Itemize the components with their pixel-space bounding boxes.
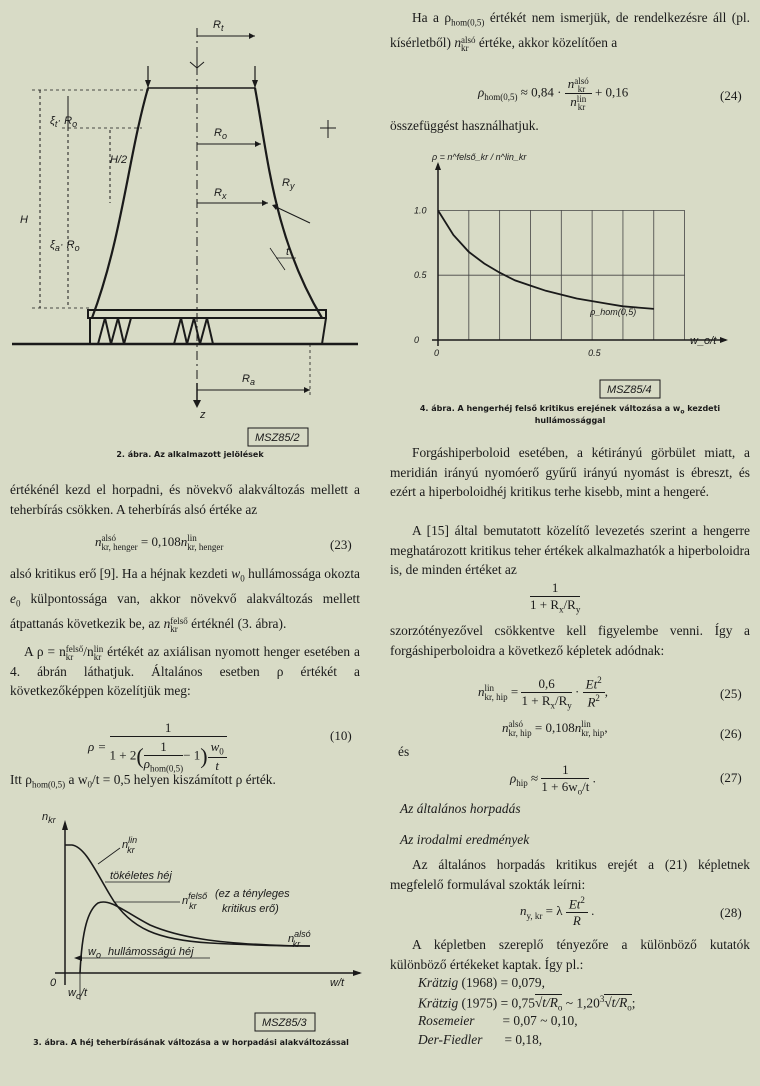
fig3-label-zero: 0 — [50, 977, 57, 989]
fig3-label-tenyl1: (ez a tényleges — [215, 888, 290, 900]
lit-item-1: Krätzig (1968) = 0,079, — [418, 975, 545, 990]
fig4-ytick-label: 0.5 — [414, 270, 427, 281]
equation-27: $\rho_{hip}$ ≈ $\frac{1}{1 + 6w_o/t}$ . — [510, 762, 596, 797]
right-paragraph-4: A [15] által bemutatott közelítő levezetés szerint a hengerre meghatározott kritikus teher értékek alkalmazhatók a hiperboloidra is, de minden értéket az — [390, 523, 750, 577]
fig3-label-w0t: $w_o/t$ — [68, 987, 88, 1001]
fig3-label-hullam: hullámosságú héj — [108, 946, 194, 958]
label-xi-a: $\xi_a\cdot R_o$ — [50, 239, 80, 253]
label-xi-t: $\xi_t\cdot R_o$ — [50, 115, 78, 129]
fig3-label-nkr: $n_{kr}$ — [42, 811, 56, 825]
label-ry: $R_y$ — [282, 177, 295, 191]
figure-3 — [10, 800, 370, 1040]
section-heading-1: Az általános horpadás — [400, 801, 521, 816]
equation-factor: $\frac{1}{1 + R_x/R_y}$ — [530, 580, 581, 615]
fig2-msz-label: MSZ85/2 — [255, 432, 300, 444]
eq26-number: (26) — [720, 726, 742, 741]
eq25-number: (25) — [720, 686, 742, 701]
section-heading-2: Az irodalmi eredmények — [400, 832, 530, 847]
lit-item-4: Der-Fiedler = 0,18, — [418, 1032, 543, 1047]
figure-2-drawing — [10, 8, 370, 463]
fig3-label-tenyl2: kritikus erő) — [222, 903, 279, 915]
fig4-x-axis-label: w_o/t — [690, 335, 717, 347]
eq28-number: (28) — [720, 905, 742, 920]
left-paragraph-4: Itt $\rho_{hom(0,5)}$ a $w_0/t = 0,5$ helyen kiszámított ρ érték. — [10, 772, 276, 790]
eq23-number: (23) — [330, 537, 352, 552]
fig3-label-nfelso: $n^{felső}$ kr — [182, 891, 208, 911]
fig3-label-w0: $w_o$ — [88, 946, 101, 960]
right-paragraph-6: Az általános horpadás kritikus erejét a (21) képletnek megfelelő formulával szokták leírni: — [390, 857, 750, 892]
figure-4-chart — [400, 148, 745, 403]
fig4-grid — [438, 210, 685, 340]
label-h: H — [20, 214, 28, 226]
left-paragraph-2: alsó kritikus erő [9]. Ha a héjnak kezdeti $w_0$ hullámossága okozta $e_0$ külpontossága van, akkor növekvő alakváltozás mellett átpattanás következik be, az n felső kr értéknél (3. ábra). — [10, 566, 360, 635]
fig4-ytick-label: 1.0 — [414, 205, 427, 216]
fig3-label-nlin: $n^{lin}$ kr — [122, 835, 138, 855]
label-t: t — [286, 246, 290, 258]
fig4-y-axis-label: ρ = n^felső_kr / n^lin_kr — [432, 152, 527, 162]
equation-28: $n_{y, kr} = \lambda$ $\frac{Et^2}{R}$ . — [520, 895, 595, 929]
fig3-label-wt: w/t — [330, 977, 345, 989]
left-paragraph-3: A ρ = n felső kr /n lin kr értékét az axiálisan nyomott henger esetében a 4. ábrán láthatjuk. Általános esetben ρ értékét a következőképpen közelítjük meg: — [10, 643, 360, 698]
right-paragraph-3: Forgáshiperboloid esetében, a kétirányú görbület miatt, a meridián irányú nyomóerő gyűrű irányú nyomást is ébreszt, és ezért a hiperboloidhéj kritikus terhe kisebb, mint a hengeré. — [390, 445, 750, 499]
fig3-caption: 3. ábra. A héj teherbírásának változása a w horpadási alakváltozással — [33, 1038, 349, 1047]
right-paragraph-2: összefüggést használhatjuk. — [390, 118, 539, 133]
eq24-number: (24) — [720, 88, 742, 103]
label-rx: $R_x$ — [214, 187, 227, 201]
fig4-series-line — [438, 210, 654, 309]
fig3-msz-label: MSZ85/3 — [262, 1017, 307, 1029]
equation-26: n alsó kr, hip = 0,108n lin kr, hip , — [502, 719, 608, 739]
lit-item-3: Rosemeier = 0,07 ~ 0,10, — [418, 1013, 578, 1028]
fig3-label-tokeletes: tökéletes héj — [110, 870, 172, 882]
eq27-number: (27) — [720, 770, 742, 785]
label-h2: H/2 — [110, 154, 128, 166]
left-paragraph-1: értékénél kezd el horpadni, és növekvő alakváltozás mellett a teherbírás csökken. A teherbírás alsó értéke az — [10, 482, 360, 517]
label-ro: $R_o$ — [214, 127, 227, 141]
figure-2 — [10, 8, 370, 463]
equation-23: n alsó kr, henger = 0,108n lin kr, henger — [95, 533, 224, 553]
fig4-ticks — [414, 205, 602, 358]
right-paragraph-1: Ha a $\rho_{hom(0,5)}$ értékét nem ismerjük, de rendelkezésre áll (pl. kísérletből) n alsó kr értéke, akkor közelítően a — [390, 10, 750, 54]
eq10-number: (10) — [330, 728, 352, 743]
figure-3-drawing — [10, 800, 370, 1040]
fig4-annotation: ρ_hom(0,5) — [590, 307, 637, 318]
label-ra: $R_a$ — [242, 373, 255, 387]
fig2-caption: 2. ábra. Az alkalmazott jelölések — [116, 450, 264, 459]
fig4-xtick-label: 0 — [434, 348, 440, 358]
fig4-xtick-label: 0.5 — [588, 348, 601, 358]
label-rt: $R_t$ — [213, 19, 224, 33]
fig4-x-arrow — [720, 337, 728, 343]
figure-4 — [400, 148, 745, 403]
right-paragraph-5: szorzótényezővel csökkentve kell figyelembe venni. Így a forgáshiperboloidra a következő képletek adódnak: — [390, 623, 750, 658]
lit-item-2: Krätzig $(1975) = 0,75√t/R_o$ ~ $1,20^3√t/R_o$; — [418, 994, 636, 1014]
fig4-y-arrow — [435, 162, 441, 170]
fig4-caption: 4. ábra. A hengerhéj felső kritikus erejének változása a $w_o$ kezdeti hullámossággal — [419, 404, 721, 425]
equation-10: ρ = 1 1 + 2( $\frac{1}{\rho_{hom(0,5)}}$ − 1) $\frac{w_0}{t}$ — [88, 720, 227, 774]
right-es: és — [398, 744, 410, 759]
fig4-ytick-label: 0 — [414, 335, 420, 345]
fig3-label-nalso: $n^{alsó}$ kr — [288, 929, 311, 949]
equation-24: $\rho_{hom(0,5)} \approx 0,84$ · n alsó kr n lin kr + 0,16 — [478, 76, 629, 113]
label-z: z — [200, 409, 206, 421]
fig4-msz-label: MSZ85/4 — [607, 384, 652, 396]
equation-25: n lin kr, hip = $\frac{0,6}{1 + R_x/R_y}$ · $\frac{Et^2}{R^2}$ , — [478, 675, 608, 711]
right-paragraph-7: A képletben szereplő tényezőre a különböző kutatók különböző értékeket kaptak. Így pl.: — [390, 937, 750, 972]
